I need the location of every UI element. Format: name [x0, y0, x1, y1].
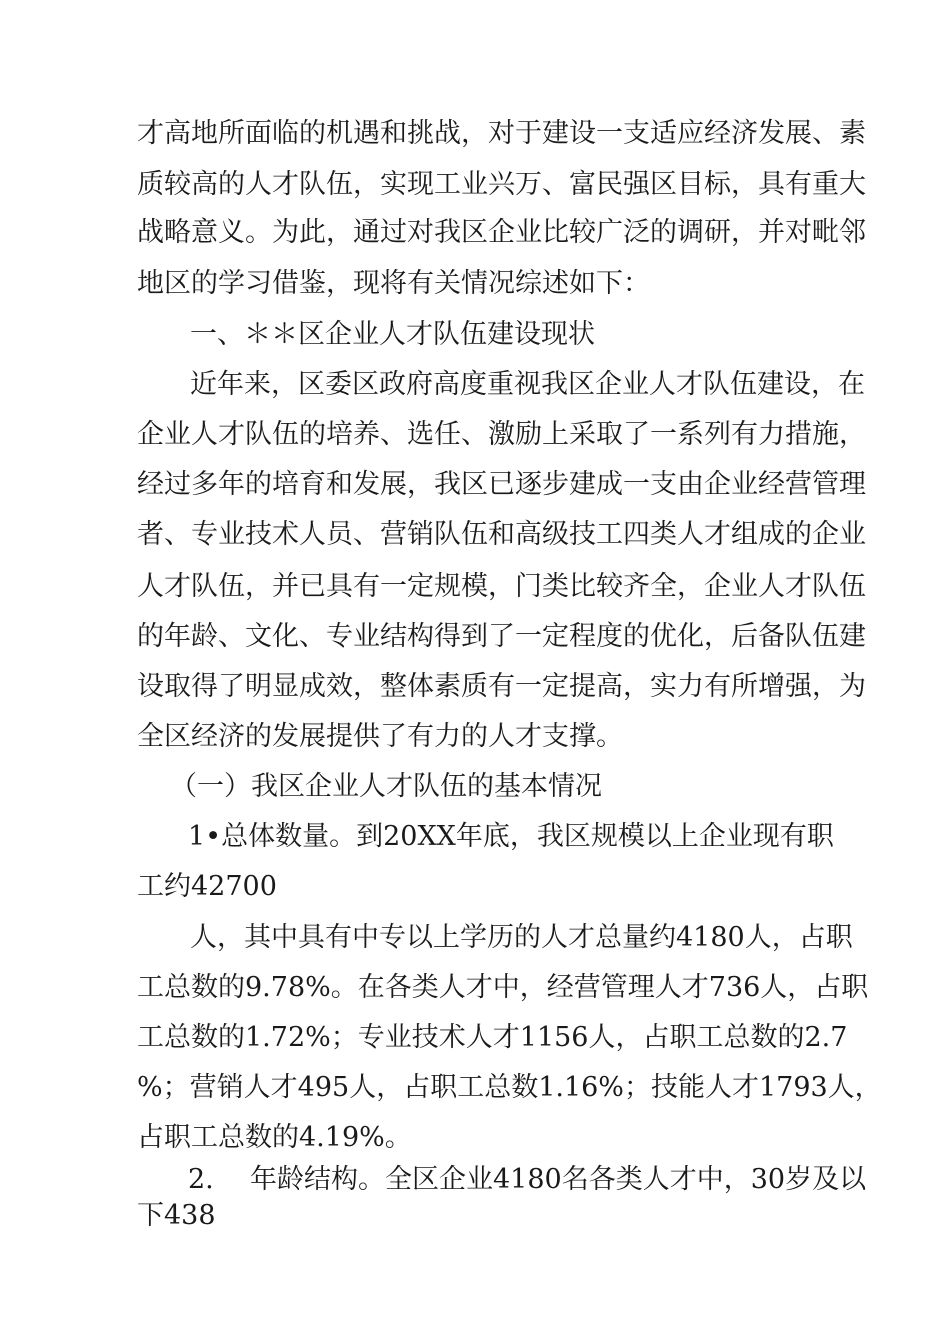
subsection-heading: （一）我区企业人才队伍的基本情况	[170, 771, 602, 802]
section-heading: 一、＊＊区企业人才队伍建设现状	[190, 319, 595, 350]
paragraph-line: 1•总体数量。到20XX年底，我区规模以上企业现有职	[188, 821, 834, 852]
paragraph-line: 的年龄、文化、专业结构得到了一定程度的优化，后备队伍建	[137, 621, 866, 652]
paragraph-line: 占职工总数的4.19%。	[137, 1122, 412, 1153]
paragraph-line: 企业人才队伍的培养、选任、激励上采取了一系列有力措施，	[137, 419, 866, 450]
paragraph-line: 人才队伍，并已具有一定规模，门类比较齐全，企业人才队伍	[137, 571, 866, 602]
paragraph-line: 者、专业技术人员、营销队伍和高级技工四类人才组成的企业	[137, 519, 866, 550]
paragraph-line: 工总数的9.78%。在各类人才中，经营管理人才736人，占职	[137, 972, 869, 1003]
paragraph-line: 设取得了明显成效，整体素质有一定提高，实力有所增强，为	[137, 671, 866, 702]
paragraph-line: 人，其中具有中专以上学历的人才总量约4180人，占职	[190, 922, 853, 953]
paragraph-line: 下438	[137, 1200, 216, 1231]
paragraph-line: 战略意义。为此，通过对我区企业比较广泛的调研，并对毗邻	[137, 217, 866, 248]
paragraph-line: 才高地所面临的机遇和挑战，对于建设一支适应经济发展、素	[137, 118, 866, 149]
paragraph-line: 年龄结构。全区企业4180名各类人才中，30岁及以	[250, 1164, 867, 1195]
paragraph-line: %；营销人才495人，占职工总数1.16%；技能人才1793人，	[137, 1072, 882, 1103]
paragraph-line: 工总数的1.72%；专业技术人才1156人，占职工总数的2.7	[137, 1022, 848, 1053]
paragraph-line: 经过多年的培育和发展，我区已逐步建成一支由企业经营管理	[137, 469, 866, 500]
paragraph-line: 质较高的人才队伍，实现工业兴万、富民强区目标，具有重大	[137, 169, 866, 200]
paragraph-line: 近年来，区委区政府高度重视我区企业人才队伍建设，在	[190, 369, 865, 400]
paragraph-line: 地区的学习借鉴，现将有关情况综述如下：	[137, 268, 650, 299]
list-number: 2.	[188, 1164, 214, 1195]
paragraph-line: 全区经济的发展提供了有力的人才支撑。	[137, 721, 623, 752]
paragraph-line: 工约42700	[137, 871, 277, 902]
